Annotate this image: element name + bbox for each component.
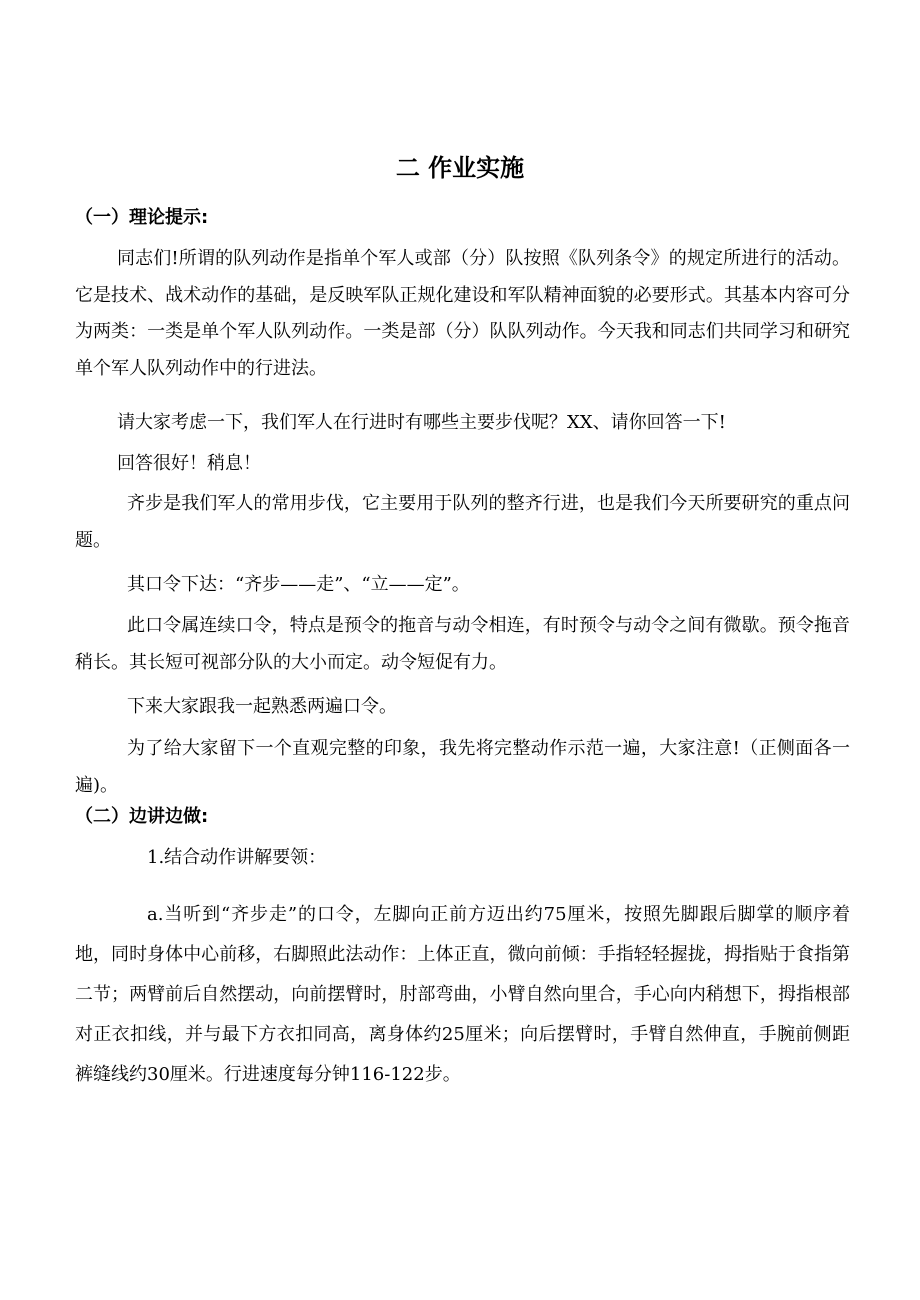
list-item-a: a.当听到“齐步走”的口令，左脚向正前方迈出约75厘米，按照先脚跟后脚掌的顺序着地，同时身体中心前移，右脚照此法动作：上体正直，微向前倾：手指轻轻握拢，拇指贴于食指第二节；两臂前后自然摆动，向前摆臂时，肘部弯曲，小臂自然向里合，手心向内稍想下，拇指根部对正衣扣线，并与最下方衣扣同高，离身体约25厘米；向后摆臂时，手臂自然伸直，手腕前侧距裤缝线约30厘米。行进速度每分钟116-122步。 bbox=[75, 904, 850, 1085]
list-item-1: 1.结合动作讲解要领： bbox=[147, 847, 327, 868]
paragraph-command: 其口令下达：“齐步——走”、“立——定”。 bbox=[127, 574, 470, 595]
paragraph-answer: 回答很好！稍息！ bbox=[117, 453, 261, 474]
paragraph-qibu: 齐步是我们军人的常用步伐，它主要用于队列的整齐行进，也是我们今天所要研究的重点问题。 bbox=[75, 493, 850, 551]
paragraph-demonstration: 为了给大家留下一个直观完整的印象，我先将完整动作示范一遍，大家注意!（正侧面各一遍)。 bbox=[75, 738, 850, 796]
paragraph-practice: 下来大家跟我一起熟悉两遍口令。 bbox=[127, 696, 397, 717]
paragraph-command-detail: 此口令属连续口令，特点是预令的拖音与动令相连，有时预令与动令之间有微歇。预令拖音稍长。其长短可视部分队的大小而定。动令短促有力。 bbox=[75, 615, 850, 673]
paragraph-intro: 同志们!所谓的队列动作是指单个军人或部（分）队按照《队列条令》的规定所进行的活动。它是技术、战术动作的基础，是反映军队正规化建设和军队精神面貌的必要形式。其基本内容可分为两类：一类是单个军人队列动作。一类是部（分）队队列动作。今天我和同志们共同学习和研究单个军人队列动作中的行进法。 bbox=[75, 248, 850, 379]
page-title: 二 作业实施 bbox=[395, 154, 525, 182]
paragraph-question: 请大家考虑一下，我们军人在行进时有哪些主要步伐呢？XX、请你回答一下! bbox=[117, 412, 726, 433]
section-heading-theory: （一）理论提示: bbox=[75, 207, 209, 228]
section-heading-practice: （二）边讲边做: bbox=[75, 806, 209, 827]
